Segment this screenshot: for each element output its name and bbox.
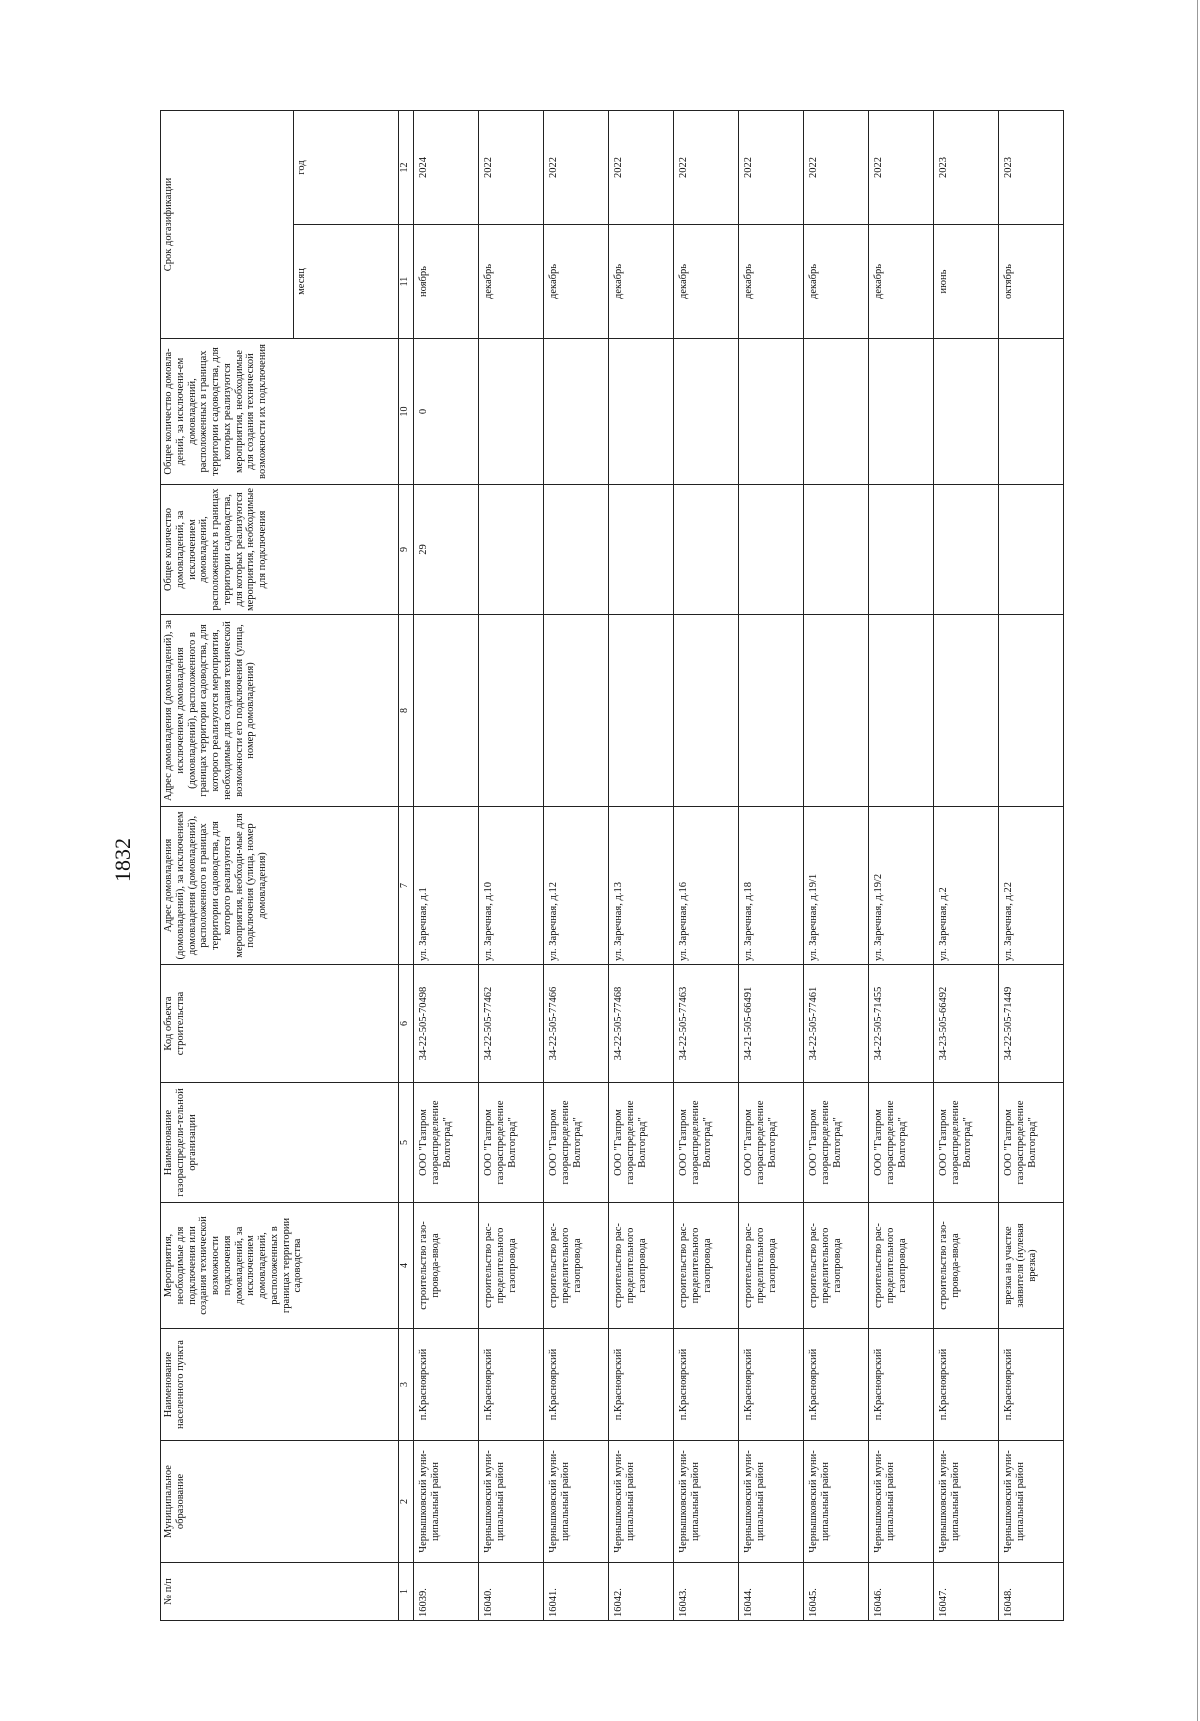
- cell-month: декабрь: [479, 225, 544, 339]
- cell-settlement: п.Красноярский: [804, 1329, 869, 1441]
- cell-settlement: п.Красноярский: [674, 1329, 739, 1441]
- cell-municipality: Чернышковский муни-ципальный район: [609, 1441, 674, 1563]
- header-events: Мероприятия, необходимые для подключения или создания технической возможности подключения домовладений, за исключением домовладений, расположенных в границах территории садоводства: [161, 1203, 399, 1329]
- table-row: [999, 110, 1064, 1620]
- cell-event: строительство газо-провода-ввода: [414, 1203, 479, 1329]
- page-number: 1832: [110, 838, 135, 882]
- cell-address-connection: ул. Заречная, д.10: [479, 807, 544, 965]
- cell-year: 2022: [479, 110, 544, 224]
- cell-object-code: 34-22-505-71455: [869, 965, 934, 1083]
- cell-count-connection: [869, 485, 934, 615]
- cell-address-technical: [739, 615, 804, 807]
- cell-address-technical: [609, 615, 674, 807]
- cell-event: строительство рас-пределительного газопровода: [479, 1203, 544, 1329]
- cell-settlement: п.Красноярский: [999, 1329, 1064, 1441]
- header-month: месяц: [294, 225, 399, 339]
- column-number: 2: [399, 1441, 414, 1563]
- cell-settlement: п.Красноярский: [739, 1329, 804, 1441]
- header-count-technical: Общее количество домовла-дений, за исключени-ем домовладений, расположенных в границах территории садоводства, для которых реализуются мероприятия, необходимые для создания технической возможности их подключения: [161, 339, 399, 485]
- column-number: 7: [399, 807, 414, 965]
- cell-organization: ООО "Газпром газораспределение Волгоград": [999, 1083, 1064, 1203]
- cell-number: 16048.: [999, 1563, 1064, 1621]
- cell-count-connection: [739, 485, 804, 615]
- cell-count-technical: [804, 339, 869, 485]
- rotated-table-container: [160, 111, 1060, 1621]
- table-row: [804, 110, 869, 1620]
- cell-municipality: Чернышковский муни-ципальный район: [999, 1441, 1064, 1563]
- cell-organization: ООО "Газпром газораспределение Волгоград": [674, 1083, 739, 1203]
- column-number: 1: [399, 1563, 414, 1621]
- cell-year: 2023: [934, 110, 999, 224]
- cell-month: ноябрь: [414, 225, 479, 339]
- cell-count-technical: [934, 339, 999, 485]
- cell-year: 2022: [674, 110, 739, 224]
- cell-municipality: Чернышковский муни-ципальный район: [544, 1441, 609, 1563]
- header-year: год: [294, 110, 399, 224]
- cell-event: строительство рас-пределительного газопровода: [674, 1203, 739, 1329]
- cell-address-technical: [804, 615, 869, 807]
- cell-month: декабрь: [544, 225, 609, 339]
- table-row: [869, 110, 934, 1620]
- cell-year: 2023: [999, 110, 1064, 224]
- cell-settlement: п.Красноярский: [479, 1329, 544, 1441]
- cell-address-connection: ул. Заречная, д.19/2: [869, 807, 934, 965]
- cell-object-code: 34-22-505-77463: [674, 965, 739, 1083]
- cell-event: строительство рас-пределительного газопровода: [869, 1203, 934, 1329]
- cell-number: 16040.: [479, 1563, 544, 1621]
- cell-month: декабрь: [674, 225, 739, 339]
- table-row: [414, 110, 479, 1620]
- header-settlement: Наименование населенного пункта: [161, 1329, 399, 1441]
- cell-settlement: п.Красноярский: [934, 1329, 999, 1441]
- cell-month: октябрь: [999, 225, 1064, 339]
- cell-address-technical: [479, 615, 544, 807]
- cell-object-code: 34-22-505-77461: [804, 965, 869, 1083]
- table-row: [739, 110, 804, 1620]
- header-number: № п/п: [161, 1563, 399, 1621]
- cell-municipality: Чернышковский муни-ципальный район: [934, 1441, 999, 1563]
- cell-municipality: Чернышковский муни-ципальный район: [869, 1441, 934, 1563]
- table-body: [414, 110, 1064, 1620]
- table-row: [479, 110, 544, 1620]
- header-municipality: Муниципальное образование: [161, 1441, 399, 1563]
- cell-event: строительство рас-пределительного газопровода: [609, 1203, 674, 1329]
- cell-settlement: п.Красноярский: [544, 1329, 609, 1441]
- cell-event: врезка на участке заявителя (нулевая врезка): [999, 1203, 1064, 1329]
- cell-month: июнь: [934, 225, 999, 339]
- cell-address-technical: [934, 615, 999, 807]
- cell-month: декабрь: [869, 225, 934, 339]
- cell-count-connection: [934, 485, 999, 615]
- cell-month: декабрь: [804, 225, 869, 339]
- cell-organization: ООО "Газпром газораспределение Волгоград": [739, 1083, 804, 1203]
- header-organization: Наименование газораспредели-тельной организации: [161, 1083, 399, 1203]
- cell-address-technical: [544, 615, 609, 807]
- column-number: 8: [399, 615, 414, 807]
- scan-edge-line: [1197, 0, 1198, 1721]
- cell-count-connection: 29: [414, 485, 479, 615]
- cell-municipality: Чернышковский муни-ципальный район: [739, 1441, 804, 1563]
- cell-number: 16044.: [739, 1563, 804, 1621]
- header-count-connection: Общее количество домовладений, за исключением домовладений, расположенных в границах территории садоводства, для которых реализуются мероприятия, необходимые для подключения: [161, 485, 399, 615]
- cell-address-connection: ул. Заречная, д.2: [934, 807, 999, 965]
- cell-object-code: 34-22-505-77462: [479, 965, 544, 1083]
- cell-municipality: Чернышковский муни-ципальный район: [479, 1441, 544, 1563]
- column-number: 11: [399, 225, 414, 339]
- cell-object-code: 34-22-505-77468: [609, 965, 674, 1083]
- cell-municipality: Чернышковский муни-ципальный район: [414, 1441, 479, 1563]
- cell-address-connection: ул. Заречная, д.13: [609, 807, 674, 965]
- cell-count-technical: [999, 339, 1064, 485]
- cell-count-connection: [674, 485, 739, 615]
- column-number: 9: [399, 485, 414, 615]
- cell-organization: ООО "Газпром газораспределение Волгоград": [934, 1083, 999, 1203]
- cell-event: строительство рас-пределительного газопровода: [739, 1203, 804, 1329]
- cell-settlement: п.Красноярский: [869, 1329, 934, 1441]
- header-address-connection: Адрес домовладения (домовладений), за исключением домовладения (домовладений), расположенного в границах территории садоводства, для которого реализуются мероприятия, необходи-мые для подключения (улица, номер домовладения): [161, 807, 399, 965]
- cell-month: декабрь: [609, 225, 674, 339]
- table-row: [609, 110, 674, 1620]
- cell-address-technical: [999, 615, 1064, 807]
- cell-address-technical: [869, 615, 934, 807]
- cell-object-code: 34-23-505-66492: [934, 965, 999, 1083]
- column-number: 6: [399, 965, 414, 1083]
- cell-organization: ООО "Газпром газораспределение Волгоград": [414, 1083, 479, 1203]
- cell-organization: ООО "Газпром газораспределение Волгоград": [544, 1083, 609, 1203]
- table-row: [544, 110, 609, 1620]
- cell-month: декабрь: [739, 225, 804, 339]
- cell-count-connection: [479, 485, 544, 615]
- cell-year: 2024: [414, 110, 479, 224]
- cell-address-connection: ул. Заречная, д.22: [999, 807, 1064, 965]
- cell-number: 16042.: [609, 1563, 674, 1621]
- cell-count-connection: [999, 485, 1064, 615]
- cell-organization: ООО "Газпром газораспределение Волгоград": [479, 1083, 544, 1203]
- cell-count-technical: [869, 339, 934, 485]
- cell-settlement: п.Красноярский: [609, 1329, 674, 1441]
- cell-count-technical: 0: [414, 339, 479, 485]
- cell-number: 16047.: [934, 1563, 999, 1621]
- cell-number: 16041.: [544, 1563, 609, 1621]
- table-row: [674, 110, 739, 1620]
- cell-object-code: 34-22-505-77466: [544, 965, 609, 1083]
- cell-address-technical: [414, 615, 479, 807]
- cell-event: строительство газо-провода-ввода: [934, 1203, 999, 1329]
- header-row: [161, 110, 294, 1620]
- cell-count-technical: [739, 339, 804, 485]
- cell-count-connection: [804, 485, 869, 615]
- column-number: 5: [399, 1083, 414, 1203]
- cell-year: 2022: [804, 110, 869, 224]
- cell-year: 2022: [869, 110, 934, 224]
- cell-number: 16043.: [674, 1563, 739, 1621]
- cell-address-connection: ул. Заречная, д.1: [414, 807, 479, 965]
- cell-organization: ООО "Газпром газораспределение Волгоград": [804, 1083, 869, 1203]
- cell-municipality: Чернышковский муни-ципальный район: [804, 1441, 869, 1563]
- cell-organization: ООО "Газпром газораспределение Волгоград": [609, 1083, 674, 1203]
- cell-count-technical: [609, 339, 674, 485]
- cell-year: 2022: [609, 110, 674, 224]
- cell-settlement: п.Красноярский: [414, 1329, 479, 1441]
- cell-organization: ООО "Газпром газораспределение Волгоград": [869, 1083, 934, 1203]
- table-row: [934, 110, 999, 1620]
- cell-address-connection: ул. Заречная, д.19/1: [804, 807, 869, 965]
- gasification-table: [160, 110, 1064, 1621]
- column-number: 4: [399, 1203, 414, 1329]
- cell-municipality: Чернышковский муни-ципальный район: [674, 1441, 739, 1563]
- cell-number: 16039.: [414, 1563, 479, 1621]
- cell-count-connection: [609, 485, 674, 615]
- cell-address-connection: ул. Заречная, д.18: [739, 807, 804, 965]
- cell-year: 2022: [739, 110, 804, 224]
- cell-count-technical: [544, 339, 609, 485]
- column-number: 3: [399, 1329, 414, 1441]
- cell-count-technical: [479, 339, 544, 485]
- cell-address-connection: ул. Заречная, д.16: [674, 807, 739, 965]
- header-address-technical: Адрес домовладения (домовладений), за исключением домовладения (домовладений), расположенного в границах территории садоводства, для которого реализуются мероприятия, необходимые для создания технической возможности его подключения (улица, номер домовладения): [161, 615, 399, 807]
- cell-address-connection: ул. Заречная, д.12: [544, 807, 609, 965]
- cell-number: 16045.: [804, 1563, 869, 1621]
- cell-year: 2022: [544, 110, 609, 224]
- cell-number: 16046.: [869, 1563, 934, 1621]
- header-deadline: Срок догазификации: [161, 110, 294, 338]
- column-number-row: [399, 110, 414, 1620]
- cell-object-code: 34-22-505-71449: [999, 965, 1064, 1083]
- cell-count-technical: [674, 339, 739, 485]
- cell-count-connection: [544, 485, 609, 615]
- cell-event: строительство рас-пределительного газопровода: [544, 1203, 609, 1329]
- cell-event: строительство рас-пределительного газопровода: [804, 1203, 869, 1329]
- column-number: 12: [399, 110, 414, 224]
- cell-object-code: 34-21-505-66491: [739, 965, 804, 1083]
- column-number: 10: [399, 339, 414, 485]
- header-object-code: Код объекта строительства: [161, 965, 399, 1083]
- cell-address-technical: [674, 615, 739, 807]
- cell-object-code: 34-22-505-70498: [414, 965, 479, 1083]
